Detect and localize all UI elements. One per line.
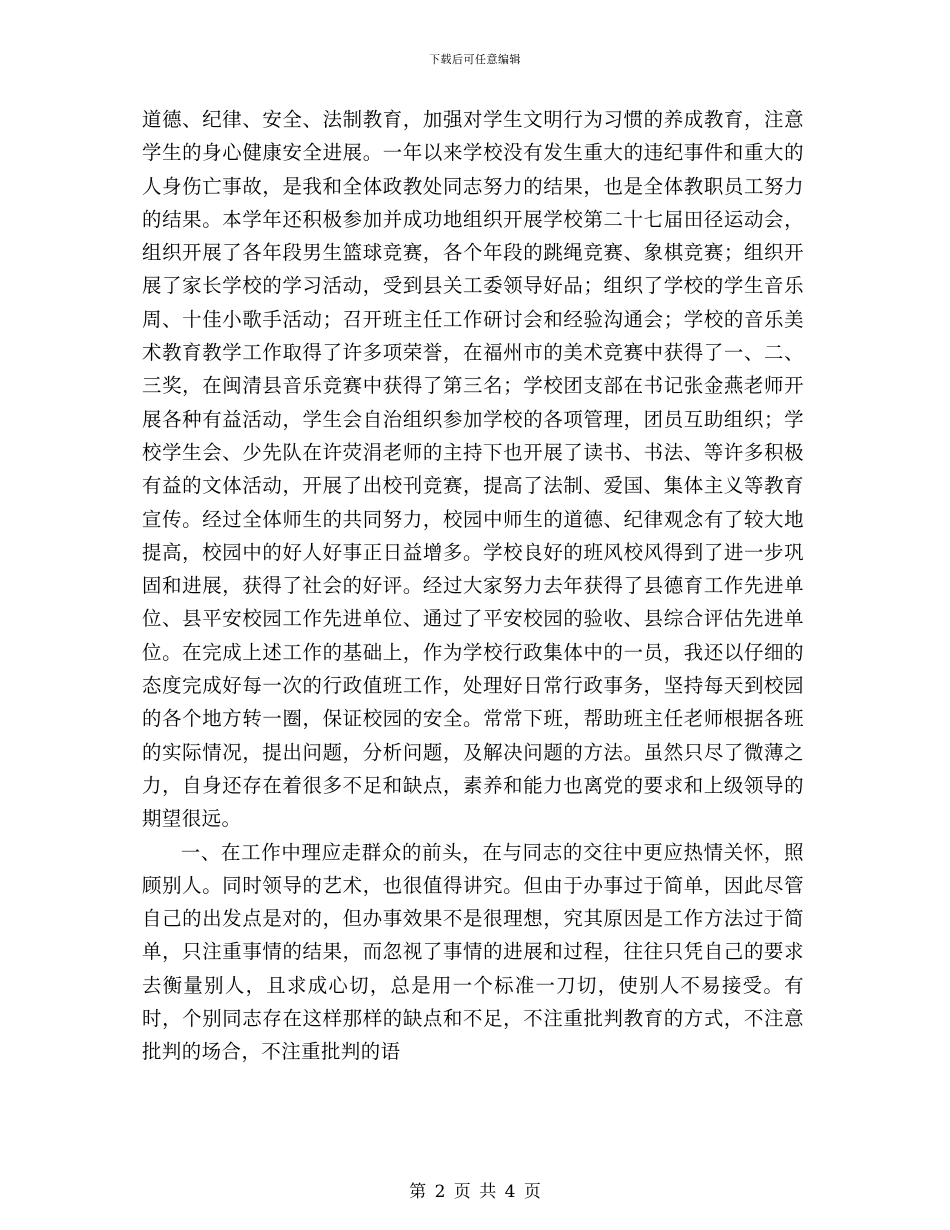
page-header: 下载后可任意编辑 <box>429 53 521 66</box>
body-paragraph: 一、在工作中理应走群众的前头，在与同志的交往中更应热情关怀，照顾别人。同时领导的艺术，也很值得讲究。但由于办事过于简单，因此尽管自己的出发点是对的，但办事效果不是很理想，究其原因是工作方法过于简单，只注重事情的结果，而忽视了事情的进展和过程，往往只凭自己的要求去衡量别人，且求成心切，总是用一个标准一刀切，使别人不易接受。有时，个别同志存在这样那样的缺点和不足，不注重批判教育的方式，不注意批判的场合，不注重批判的语 <box>142 840 804 1064</box>
body-paragraph: 道德、纪律、安全、法制教育，加强对学生文明行为习惯的养成教育，注意学生的身心健康安全进展。一年以来学校没有发生重大的违纪事件和重大的人身伤亡事故，是我和全体政教处同志努力的结果，也是全体教职员工努力的结果。本学年还积极参加并成功地组织开展学校第二十七届田径运动会，组织开展了各年段男生篮球竞赛，各个年段的跳绳竞赛、象棋竞赛；组织开展了家长学校的学习活动，受到县关工委领导好品；组织了学校的学生音乐周、十佳小歌手活动；召开班主任工作研讨会和经验沟通会；学校的音乐美术教育教学工作取得了许多项荣誉，在福州市的美术竞赛中获得了一、二、三奖，在闽清县音乐竞赛中获得了第三名；学校团支部在书记张金燕老师开展各种有益活动，学生会自治组织参加学校的各项管理，团员互助组织；学校学生会、少先队在许荧涓老师的主持下也开展了读书、书法、等许多积极有益的文体活动，开展了出校刊竞赛，提高了法制、爱国、集体主义等教育宣传。经过全体师生的共同努力，校园中师生的道德、纪律观念有了较大地提高，校园中的好人好事正日益增多。学校良好的班风校风得到了进一步巩固和进展，获得了社会的好评。经过大家努力去年获得了县德育工作先进单位、县平安校园工作先进单位、通过了平安校园的验收、县综合评估先进单位。在完成上述工作的基础上，作为学校行政集体中的一员，我还以仔细的态度完成好每一次的行政值班工作，处理好日常行政事务，坚持每天到校园的各个地方转一圈，保证校园的安全。常常下班，帮助班主任老师根据各班的实际情况，提出问题，分析问题，及解决问题的方法。虽然只尽了微薄之力，自身还存在着很多不足和缺点，素养和能力也离党的要求和上级领导的期望很远。 <box>142 108 804 831</box>
document-body <box>142 103 804 1069</box>
page-number-footer: 第 2 页 共 4 页 <box>409 1182 541 1202</box>
